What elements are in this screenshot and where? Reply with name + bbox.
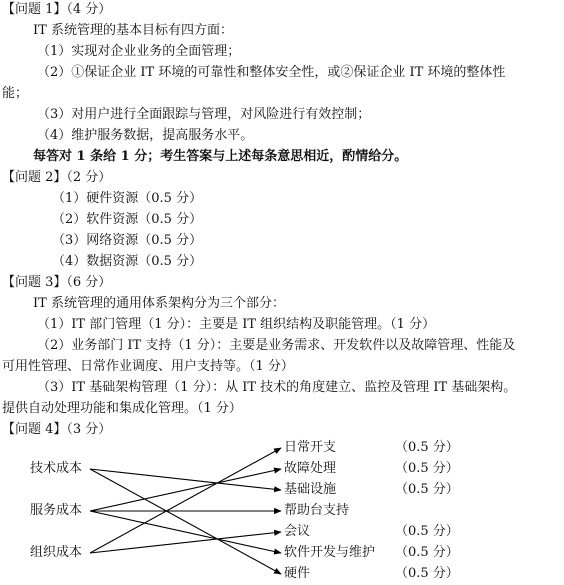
match-arrow-1 <box>90 469 281 490</box>
q3-part-2-cont: 可用性管理、日常作业调度、用户支持等。（1 分） <box>2 359 294 374</box>
score-software-dev: （0.5 分） <box>395 545 459 560</box>
right-item-meeting: 会议 <box>284 524 311 539</box>
right-item-helpdesk: 帮助台支持 <box>284 503 350 518</box>
match-arrow-2 <box>90 469 281 574</box>
left-item-service-cost: 服务成本 <box>30 503 83 518</box>
q3-part-3-cont: 提供自动处理功能和集成化管理。（1 分） <box>2 401 242 416</box>
score-meeting: （0.5 分） <box>395 524 459 539</box>
q2-header: 【问题 2】（2 分） <box>2 170 112 185</box>
match-arrow-6 <box>90 448 281 553</box>
match-arrow-5 <box>90 511 281 553</box>
score-fault-handling: （0.5 分） <box>395 461 459 476</box>
q1-item-2: （2）①保证企业 IT 环境的可靠性和整体安全性，或②保证企业 IT 环境的整体性 <box>37 65 506 80</box>
score-infrastructure: （0.5 分） <box>395 482 459 497</box>
right-item-software-dev: 软件开发与维护 <box>284 545 376 560</box>
match-arrow-3 <box>90 469 281 511</box>
q1-scoring-note: 每答对 1 条给 1 分；考生答案与上述每条意思相近，酌情给分。 <box>33 149 408 164</box>
right-item-daily-expense: 日常开支 <box>284 440 337 455</box>
q1-intro: IT 系统管理的基本目标有四方面： <box>33 23 233 38</box>
left-item-org-cost: 组织成本 <box>30 545 83 560</box>
q3-header: 【问题 3】（6 分） <box>2 275 112 290</box>
q3-intro: IT 系统管理的通用体系架构分为三个部分： <box>33 296 285 311</box>
q1-header: 【问题 1】（4 分） <box>2 2 112 17</box>
q1-item-2-cont: 能； <box>2 86 29 101</box>
q2-item-3: （3）网络资源（0.5 分） <box>52 233 203 248</box>
match-arrow-7 <box>90 532 281 553</box>
score-hardware: （0.5 分） <box>395 566 459 581</box>
q4-header: 【问题 4】（3 分） <box>2 422 112 437</box>
right-item-infrastructure: 基础设施 <box>284 482 337 497</box>
right-item-hardware: 硬件 <box>284 566 311 581</box>
left-item-tech-cost: 技术成本 <box>30 461 83 476</box>
score-daily-expense: （0.5 分） <box>395 440 459 455</box>
q1-item-3: （3）对用户进行全面跟踪与管理，对风险进行有效控制； <box>37 107 371 122</box>
right-item-fault-handling: 故障处理 <box>284 461 337 476</box>
q2-item-4: （4）数据资源（0.5 分） <box>52 254 203 269</box>
q1-item-4: （4）维护服务数据，提高服务水平。 <box>37 128 254 143</box>
q2-item-2: （2）软件资源（0.5 分） <box>52 212 203 227</box>
q3-part-3: （3）IT 基础架构管理（1 分）：从 IT 技术的角度建立、监控及管理 IT 基础架构。 <box>37 380 517 395</box>
q1-item-1: （1）实现对企业业务的全面管理； <box>37 44 241 59</box>
q3-part-1: （1）IT 部门管理（1 分）：主要是 IT 组织结构及职能管理。（1 分） <box>37 317 436 332</box>
q2-item-1: （1）硬件资源（0.5 分） <box>52 191 203 206</box>
q3-part-2: （2）业务部门 IT 支持（1 分）：主要是业务需求、开发软件以及故障管理、性能及 <box>37 338 516 353</box>
